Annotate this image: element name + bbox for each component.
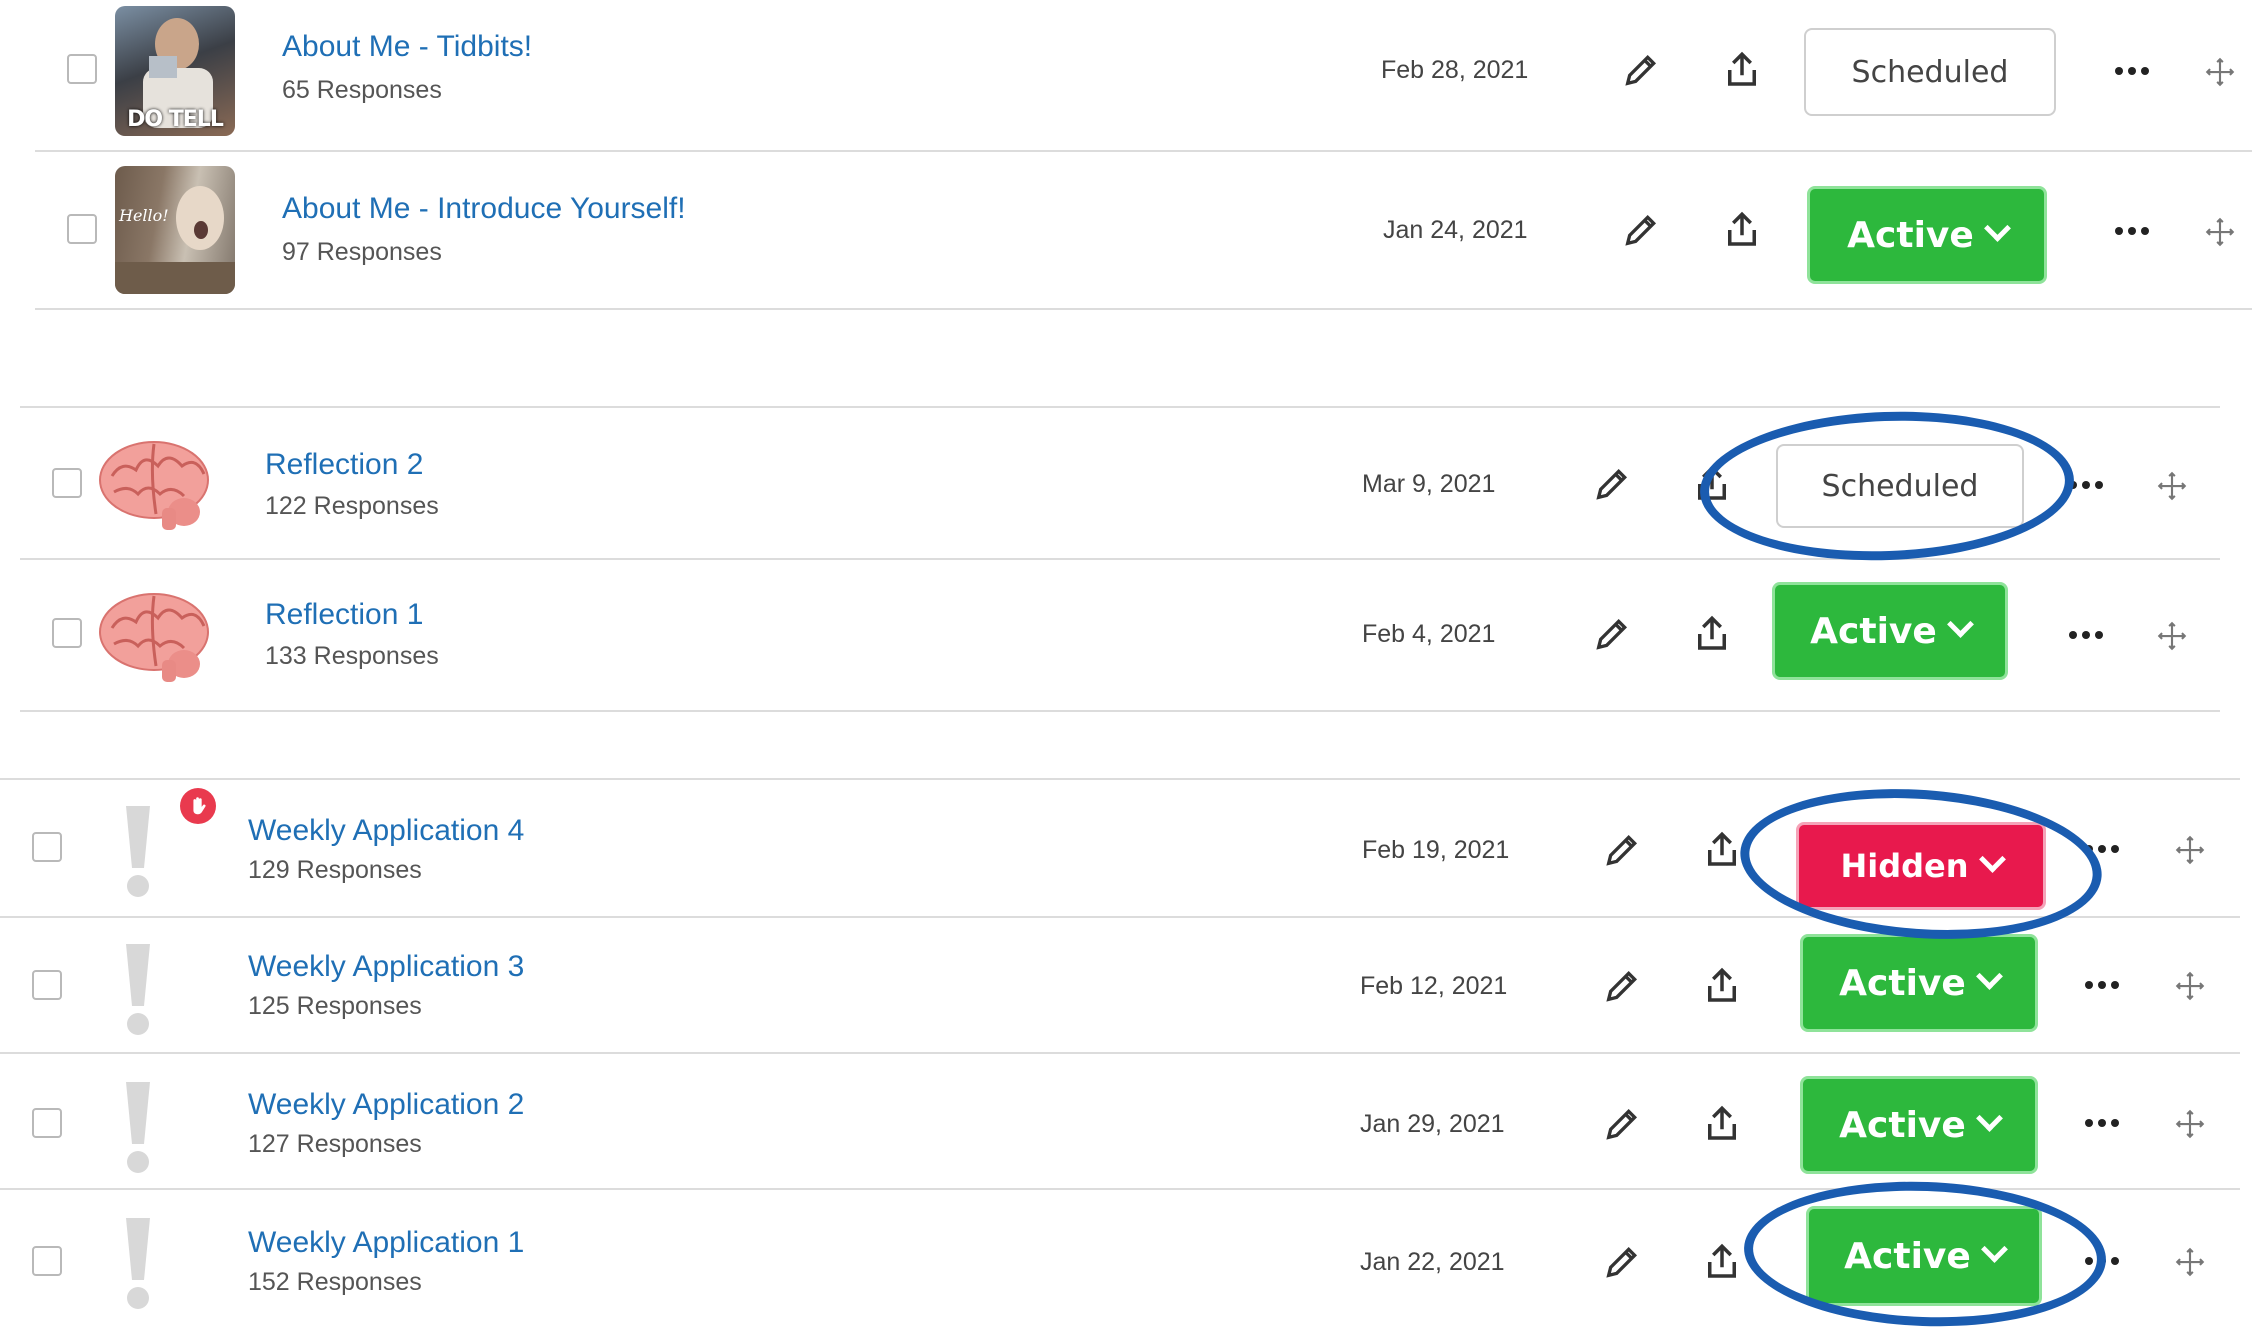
edit-pencil-icon[interactable] xyxy=(1592,612,1632,656)
status-label: Active xyxy=(1844,1235,1971,1277)
status-label: Active xyxy=(1847,214,1974,256)
person-photo-icon xyxy=(115,166,235,294)
response-count: 152 Responses xyxy=(248,1268,422,1296)
more-options-icon[interactable] xyxy=(2110,56,2154,86)
chevron-down-icon xyxy=(1947,610,1974,637)
share-upload-icon[interactable] xyxy=(1700,1238,1744,1286)
drag-handle-icon[interactable] xyxy=(2152,466,2192,506)
drag-handle-icon[interactable] xyxy=(2170,830,2210,870)
chevron-down-icon xyxy=(1984,214,2011,241)
thumbnail-image xyxy=(115,6,235,136)
row-checkbox[interactable] xyxy=(52,618,82,648)
exclamation-icon xyxy=(120,1082,156,1174)
status-dropdown[interactable] xyxy=(1800,934,2038,1032)
row-checkbox[interactable] xyxy=(32,1246,62,1276)
thumbnail-caption: Hello! xyxy=(119,206,169,225)
list-item xyxy=(0,1052,2240,1190)
assignment-title-link[interactable]: Weekly Application 4 xyxy=(248,814,525,847)
assignment-date: Feb 12, 2021 xyxy=(1360,972,1508,1000)
status-label: Active xyxy=(1839,1104,1966,1146)
drag-handle-icon[interactable] xyxy=(2170,1104,2210,1144)
status-dropdown[interactable] xyxy=(1772,582,2008,680)
brain-icon xyxy=(98,436,216,532)
status-dropdown[interactable] xyxy=(1804,28,2056,116)
edit-pencil-icon[interactable] xyxy=(1621,48,1661,92)
assignment-date: Feb 19, 2021 xyxy=(1362,836,1510,864)
status-label: Active xyxy=(1839,962,1966,1004)
share-upload-icon[interactable] xyxy=(1720,46,1764,94)
row-checkbox[interactable] xyxy=(32,1108,62,1138)
row-checkbox[interactable] xyxy=(52,468,82,498)
chevron-down-icon xyxy=(1976,962,2003,989)
thumbnail-image xyxy=(115,166,235,294)
row-checkbox[interactable] xyxy=(32,832,62,862)
response-count: 122 Responses xyxy=(265,492,439,520)
assignment-title-link[interactable]: Reflection 2 xyxy=(265,448,424,481)
hand-icon xyxy=(180,788,216,824)
status-dropdown[interactable] xyxy=(1807,186,2047,284)
edit-pencil-icon[interactable] xyxy=(1592,462,1632,506)
assignment-title-link[interactable]: About Me - Tidbits! xyxy=(282,30,533,63)
share-upload-icon[interactable] xyxy=(1700,826,1744,874)
share-upload-icon[interactable] xyxy=(1700,1100,1744,1148)
status-label: Hidden xyxy=(1840,847,1969,885)
status-label: Scheduled xyxy=(1821,468,1979,504)
assignment-title-link[interactable]: Weekly Application 1 xyxy=(248,1226,525,1259)
thumbnail-caption: DO TELL xyxy=(127,107,223,132)
assignment-title-link[interactable]: Weekly Application 2 xyxy=(248,1088,525,1121)
assignment-date: Feb 28, 2021 xyxy=(1381,56,1529,84)
drag-handle-icon[interactable] xyxy=(2152,616,2192,656)
assignment-date: Jan 22, 2021 xyxy=(1360,1248,1505,1276)
brain-icon xyxy=(98,588,216,684)
response-count: 65 Responses xyxy=(282,76,442,104)
assignment-date: Mar 9, 2021 xyxy=(1362,470,1496,498)
assignment-date: Jan 24, 2021 xyxy=(1383,216,1528,244)
assignment-date: Jan 29, 2021 xyxy=(1360,1110,1505,1138)
drag-handle-icon[interactable] xyxy=(2170,966,2210,1006)
response-count: 97 Responses xyxy=(282,238,442,266)
list-item xyxy=(20,558,2220,712)
list-item xyxy=(35,0,2252,152)
response-count: 129 Responses xyxy=(248,856,422,884)
more-options-icon[interactable] xyxy=(2080,970,2124,1000)
more-options-icon[interactable] xyxy=(2080,1108,2124,1138)
edit-pencil-icon[interactable] xyxy=(1602,1102,1642,1146)
status-label: Scheduled xyxy=(1851,54,2009,90)
assignment-title-link[interactable]: About Me - Introduce Yourself! xyxy=(282,192,686,225)
edit-pencil-icon[interactable] xyxy=(1602,828,1642,872)
share-upload-icon[interactable] xyxy=(1720,206,1764,254)
drag-handle-icon[interactable] xyxy=(2200,52,2240,92)
row-checkbox[interactable] xyxy=(32,970,62,1000)
share-upload-icon[interactable] xyxy=(1690,610,1734,658)
more-options-icon[interactable] xyxy=(2064,620,2108,650)
response-count: 133 Responses xyxy=(265,642,439,670)
row-checkbox[interactable] xyxy=(67,214,97,244)
response-count: 125 Responses xyxy=(248,992,422,1020)
edit-pencil-icon[interactable] xyxy=(1602,964,1642,1008)
status-dropdown[interactable] xyxy=(1800,1076,2038,1174)
row-checkbox[interactable] xyxy=(67,54,97,84)
drag-handle-icon[interactable] xyxy=(2170,1242,2210,1282)
status-label: Active xyxy=(1810,610,1937,652)
response-count: 127 Responses xyxy=(248,1130,422,1158)
assignment-date: Feb 4, 2021 xyxy=(1362,620,1496,648)
assignment-title-link[interactable]: Weekly Application 3 xyxy=(248,950,525,983)
share-upload-icon[interactable] xyxy=(1700,962,1744,1010)
list-item xyxy=(35,150,2252,310)
chevron-down-icon xyxy=(1976,1104,2003,1131)
edit-pencil-icon[interactable] xyxy=(1602,1240,1642,1284)
drag-handle-icon[interactable] xyxy=(2200,212,2240,252)
exclamation-icon xyxy=(120,944,156,1036)
assignment-title-link[interactable]: Reflection 1 xyxy=(265,598,424,631)
edit-pencil-icon[interactable] xyxy=(1621,208,1661,252)
assignment-group-about-me xyxy=(35,0,2252,310)
more-options-icon[interactable] xyxy=(2110,216,2154,246)
exclamation-icon xyxy=(120,1218,156,1310)
exclamation-icon xyxy=(120,806,156,898)
